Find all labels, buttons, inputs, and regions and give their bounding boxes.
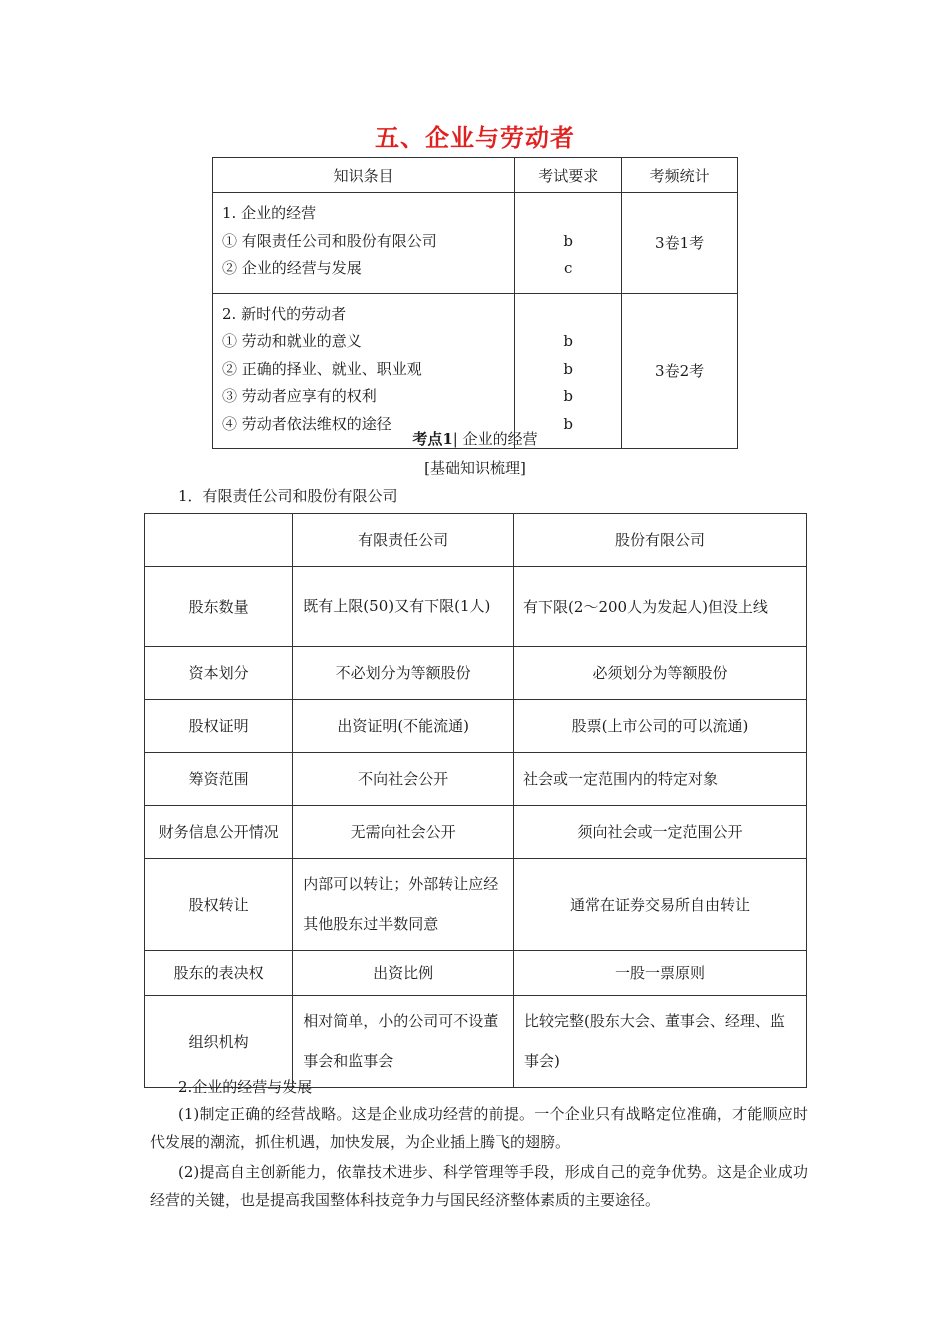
cell-b: 股票(上市公司的可以流通) (514, 700, 807, 753)
overview-items-cell (213, 193, 515, 294)
overview-items-cell (213, 293, 515, 449)
list-item: ③ 劳动者应享有的权利 (222, 387, 377, 405)
cell-a: 既有上限(50)又有下限(1人) (293, 567, 514, 647)
cell-a: 出资比例 (293, 951, 514, 996)
cell-b: 通常在证券交易所自由转让 (514, 859, 807, 951)
req-value: b (563, 414, 573, 433)
cell-a: 不必划分为等额股份 (293, 647, 514, 700)
header-joint-stock-company: 股份有限公司 (514, 514, 807, 567)
cell-a: 不向社会公开 (293, 753, 514, 806)
table-header-row (145, 514, 807, 567)
row-label: 组织机构 (145, 996, 293, 1088)
req-value: b (563, 359, 573, 378)
overview-table (212, 157, 738, 449)
cell-b: 比较完整(股东大会、董事会、经理、监事会) (514, 996, 807, 1088)
table-row (145, 859, 807, 951)
row-label: 股权转让 (145, 859, 293, 951)
list-item: ④ 劳动者依法维权的途径 (222, 414, 392, 433)
overview-req-cell (515, 293, 622, 449)
overview-header-row (213, 158, 738, 193)
basic-knowledge-heading: [基础知识梳理] (424, 459, 526, 477)
cell-a: 出资证明(不能流通) (293, 700, 514, 753)
group-heading: 2. 新时代的劳动者 (222, 304, 347, 323)
header-requirement: 考试要求 (515, 158, 622, 193)
table-corner (145, 514, 293, 567)
row-label: 股东数量 (145, 567, 293, 647)
header-limited-company: 有限责任公司 (293, 514, 514, 567)
list-item: ② 正确的择业、就业、职业观 (222, 359, 422, 378)
header-frequency: 考频统计 (622, 158, 738, 193)
list-item: ① 有限责任公司和股份有限公司 (222, 231, 437, 250)
row-label: 财务信息公开情况 (145, 806, 293, 859)
req-value: b (563, 231, 573, 250)
table-row (145, 567, 807, 647)
table-row (145, 753, 807, 806)
row-label: 股东的表决权 (145, 951, 293, 996)
overview-req-cell (515, 193, 622, 294)
cell-b: 须向社会或一定范围公开 (514, 806, 807, 859)
row-label: 资本划分 (145, 647, 293, 700)
cell-b: 一股一票原则 (514, 951, 807, 996)
table-row (145, 996, 807, 1088)
group-heading: 1. 企业的经营 (222, 204, 317, 222)
comparison-table (144, 513, 807, 1088)
table-row (145, 700, 807, 753)
req-value: c (563, 259, 573, 277)
row-label: 股权证明 (145, 700, 293, 753)
paragraph: (1)制定正确的经营战略。这是企业成功经营的前提。一个企业只有战略定位准确，才能顺应时代发展的潮流，抓住机遇，加快发展，为企业插上腾飞的翅膀。 (150, 1105, 808, 1151)
req-value: b (563, 332, 573, 350)
section-title-1: 1．有限责任公司和股份有限公司 (178, 487, 398, 505)
page-title: 五、企业与劳动者 (375, 124, 575, 152)
exam-point-separator: | (452, 430, 458, 448)
cell-a: 相对简单，小的公司可不设董事会和监事会 (293, 996, 514, 1088)
table-row (145, 951, 807, 996)
exam-point-label: 考点1 (412, 430, 453, 448)
table-row (145, 647, 807, 700)
row-label: 筹资范围 (145, 753, 293, 806)
overview-group-row (213, 293, 738, 449)
overview-freq-cell: 3卷2考 (622, 293, 738, 449)
exam-point-heading (0, 428, 950, 449)
section-title-2: 2.企业的经营与发展 (178, 1078, 313, 1096)
list-item: ② 企业的经营与发展 (222, 259, 362, 277)
header-knowledge: 知识条目 (213, 158, 515, 193)
list-item: ① 劳动和就业的意义 (222, 332, 362, 350)
cell-b: 有下限(2～200人为发起人)但没上线 (514, 567, 807, 647)
overview-group-row (213, 193, 738, 294)
overview-freq-cell: 3卷1考 (622, 193, 738, 294)
cell-b: 必须划分为等额股份 (514, 647, 807, 700)
cell-a: 无需向社会公开 (293, 806, 514, 859)
req-value: b (563, 387, 573, 405)
exam-point-topic: 企业的经营 (462, 430, 538, 448)
cell-a: 内部可以转让；外部转让应经其他股东过半数同意 (293, 859, 514, 951)
paragraph: (2)提高自主创新能力，依靠技术进步、科学管理等手段，形成自己的竞争优势。这是企业成功经营的关键，也是提高我国整体科技竞争力与国民经济整体素质的主要途径。 (150, 1163, 808, 1209)
cell-b: 社会或一定范围内的特定对象 (514, 753, 807, 806)
table-row (145, 806, 807, 859)
